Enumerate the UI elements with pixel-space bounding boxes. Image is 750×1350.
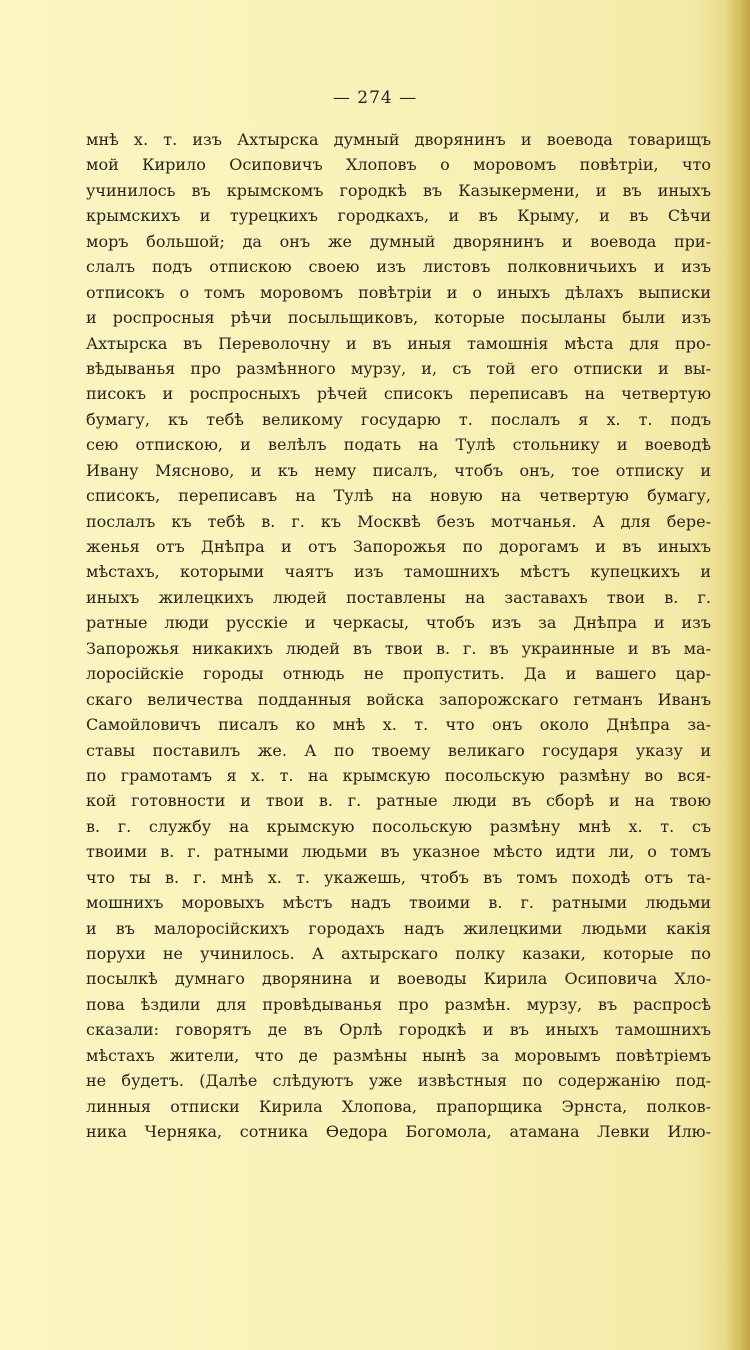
text-line: бумагу, къ тебѣ великому государю т. послалъ я х. т. подъ [86,409,711,429]
text-line: твоими в. г. ратными людьми въ указное мѣсто идти ли, о томъ [86,842,711,862]
text-line: скаго величества подданныя войска запорожскаго гетманъ Иванъ [86,689,711,709]
text-line: не будетъ. (Далѣе слѣдуютъ уже извѣстныя по содержанію под- [86,1071,711,1091]
text-line: кой готовности и твои в. г. ратные люди въ сборѣ и на твою [86,791,711,811]
text-line: ставы поставилъ же. А по твоему великаго государя указу и [86,740,711,760]
text-line: пова ѣздили для провѣдыванья про размѣн. мурзу, въ распросѣ [86,994,711,1014]
text-line: крымскихъ и турецкихъ городкахъ, и въ Крыму, и въ Сѣчи [86,206,711,226]
text-line: что ты в. г. мнѣ х. т. укажешь, чтобъ въ томъ походѣ отъ та- [86,867,711,887]
text-line: Запорожья никакихъ людей въ твои в. г. въ украинные и въ ма- [86,638,711,658]
text-line: порухи не учинилось. А ахтырскаго полку казаки, которые по [86,944,711,963]
text-line: Ахтырска въ Переволочну и въ иныя тамошнія мѣста для про- [86,333,711,353]
text-line: линныя отписки Кирила Хлопова, прапорщика Эрнста, полков- [86,1096,711,1116]
text-line: и въ малоросійскихъ городахъ надъ жилецкими людьми какія [86,918,711,938]
text-line: ника Черняка, сотника Ѳедора Богомола, атамана Левки Илю- [86,1122,711,1142]
text-line: Самойловичъ писалъ ко мнѣ х. т. что онъ около Днѣпра за- [86,715,711,735]
text-line: в. г. службу на крымскую посольскую размѣну мнѣ х. т. съ [86,816,711,836]
text-line: отписокъ о томъ моровомъ повѣтріи и о иныхъ дѣлахъ выписки [86,282,711,302]
text-line: мой Кирило Осиповичъ Хлоповъ о моровомъ повѣтріи, что [86,155,711,175]
text-line: мошнихъ моровыхъ мѣстъ надъ твоими в. г. ратными людьми [86,893,711,913]
text-line: Ивану Мясново, и къ нему писалъ, чтобъ онъ, тое отписку и [86,460,711,480]
text-line: послалъ къ тебѣ в. г. къ Москвѣ безъ мотчанья. А для бере- [86,511,711,531]
text-line: ратные люди русскіе и черкасы, чтобъ изъ за Днѣпра и изъ [86,613,711,633]
text-line: мѣстахъ жители, что де размѣны нынѣ за моровымъ повѣтріемъ [86,1045,711,1065]
page-number: — 274 — [332,88,418,108]
text-line: мѣстахъ, которыми чаятъ изъ тамошнихъ мѣстъ купецкихъ и [86,562,711,582]
text-line: слалъ подъ отпискою своею изъ листовъ полковничьихъ и изъ [86,257,711,277]
text-line: учинилось въ крымскомъ городкѣ въ Казыкермени, и въ иныхъ [86,180,711,200]
text-line: посылкѣ думнаго дворянина и воеводы Кирила Осиповича Хло- [86,969,711,989]
page-spine-shadow [724,0,750,1350]
text-line: сею отпискою, и велѣлъ подать на Тулѣ стольнику и воеводѣ [86,435,711,455]
text-line: по грамотамъ я х. т. на крымскую посольскую размѣну во вся- [86,765,711,785]
text-line: лоросійскіе городы отнюдь не пропустить. Да и вашего цар- [86,664,711,684]
text-line: мнѣ х. т. изъ Ахтырска думный дворянинъ и воевода товарищъ [86,130,711,149]
text-line: вѣдыванья про размѣнного мурзу, и, съ той его отписки и вы- [86,358,711,378]
text-line: женья отъ Днѣпра и отъ Запорожья по дорогамъ и въ иныхъ [86,537,711,556]
text-line: иныхъ жилецкихъ людей поставлены на заставахъ твои в. г. [86,587,711,607]
text-line: списокъ, переписавъ на Тулѣ на новую на четвертую бумагу, [86,486,711,506]
body-text [86,127,711,1145]
text-line: и роспросныя рѣчи посыльщиковъ, которые посыланы были изъ [86,308,711,328]
text-line: писокъ и роспросныхъ рѣчей списокъ переписавъ на четвертую [86,384,711,404]
text-line: моръ большой; да онъ же думный дворянинъ и воевода при- [86,231,711,251]
text-line: сказали: говорятъ де въ Орлѣ городкѣ и въ иныхъ тамошнихъ [86,1020,711,1040]
